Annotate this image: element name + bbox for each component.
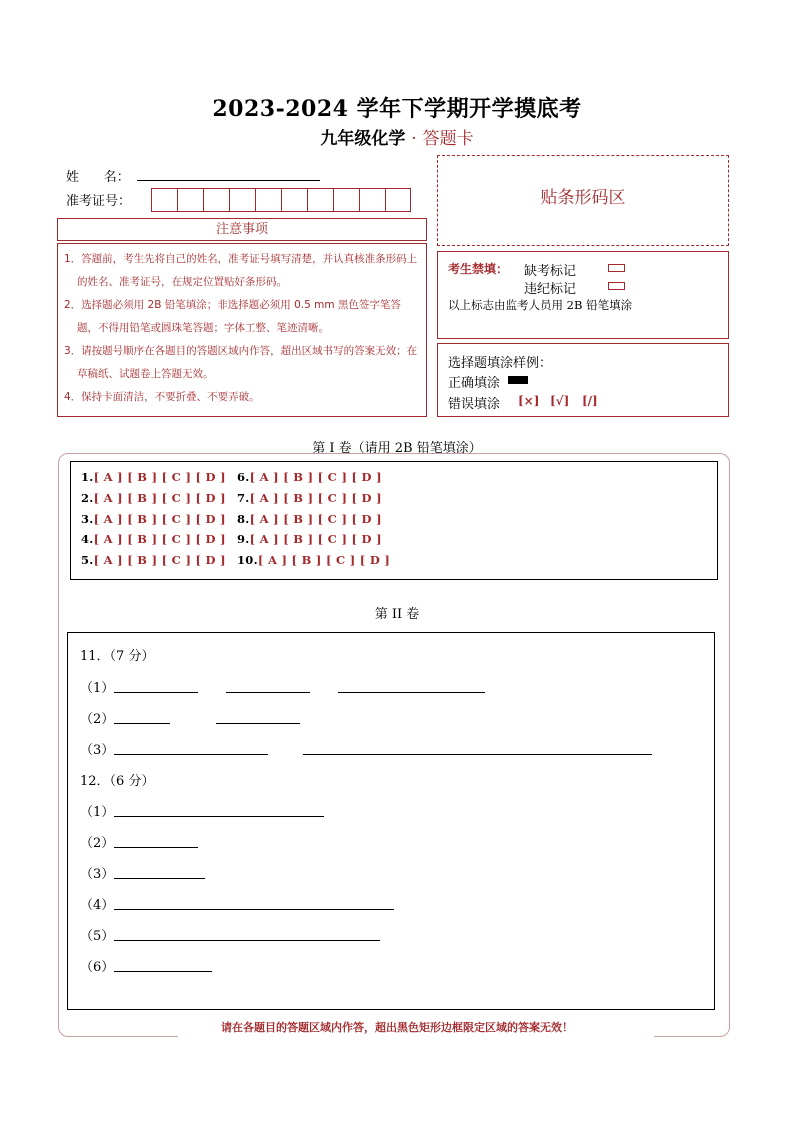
sub-question-label: （3） xyxy=(80,867,115,882)
notice-item: 1．答题前，考生先将自己的姓名，准考证号填写清楚，并认真核准条形码上的姓名、准考证号，在规定位置贴好条形码。 xyxy=(64,253,418,288)
notice-heading: 注意事项 xyxy=(57,218,427,241)
answer-line[interactable] xyxy=(226,692,310,693)
page-title: 2023-2024 学年下学期开学摸底考 xyxy=(212,96,582,122)
barcode-area: 贴条形码区 xyxy=(437,155,729,246)
answer-line[interactable] xyxy=(114,692,198,693)
multiple-choice-box xyxy=(70,461,718,580)
answer-line[interactable] xyxy=(114,909,394,910)
answer-line[interactable] xyxy=(303,754,652,755)
correct-label: 正确填涂 xyxy=(448,376,501,391)
id-digit-box[interactable] xyxy=(385,188,411,212)
forbidden-note: 以上标志由监考人员用 2B 铅笔填涂 xyxy=(448,298,633,312)
id-digit-box[interactable] xyxy=(151,188,177,212)
sub-question-label: （2） xyxy=(80,836,115,851)
sub-question-label: （6） xyxy=(80,960,115,975)
notice-item: 3．请按题号顺序在各题目的答题区域内作答，超出区域书写的答案无效；在草稿纸、试题卷上答题无效。 xyxy=(64,345,418,380)
answer-line[interactable] xyxy=(114,971,212,972)
id-digit-box[interactable] xyxy=(177,188,203,212)
answer-line[interactable] xyxy=(114,754,268,755)
id-number-boxes[interactable] xyxy=(151,188,411,212)
violation-label: 违纪标记 xyxy=(524,282,577,297)
part2-title: 第 II 卷 xyxy=(374,607,420,622)
subtitle-main: 九年级化学 xyxy=(320,129,406,149)
page-subtitle xyxy=(0,124,794,149)
mc-question-8[interactable]: 8.[ A ] [ B ] [ C ] [ D ] xyxy=(237,512,382,526)
answer-line[interactable] xyxy=(114,816,324,817)
id-digit-box[interactable] xyxy=(203,188,229,212)
mc-question-5[interactable]: 5.[ A ] [ B ] [ C ] [ D ] xyxy=(81,553,226,567)
mc-question-7[interactable]: 7.[ A ] [ B ] [ C ] [ D ] xyxy=(237,491,382,505)
wrong-mark: [/] xyxy=(582,394,598,408)
footer-warning: 请在各题目的答题区域内作答，超出黑色矩形边框限定区域的答案无效！ xyxy=(221,1021,573,1034)
mc-question-10[interactable]: 10.[ A ] [ B ] [ C ] [ D ] xyxy=(237,553,391,567)
mc-question-6[interactable]: 6.[ A ] [ B ] [ C ] [ D ] xyxy=(237,470,382,484)
name-label: 姓 名： xyxy=(66,170,130,185)
name-field[interactable] xyxy=(137,180,320,181)
id-digit-box[interactable] xyxy=(281,188,307,212)
sub-question-label: （1） xyxy=(80,681,115,696)
correct-fill-mark xyxy=(508,376,528,384)
sub-question-label: （3） xyxy=(80,743,115,758)
id-digit-box[interactable] xyxy=(333,188,359,212)
id-digit-box[interactable] xyxy=(229,188,255,212)
subtitle-tail: 答题卡 xyxy=(422,129,474,149)
forbidden-box xyxy=(437,251,729,339)
absent-mark-box[interactable] xyxy=(608,264,625,272)
answer-line[interactable] xyxy=(114,878,205,879)
answer-line[interactable] xyxy=(114,723,170,724)
sub-question-label: （2） xyxy=(80,712,115,727)
id-digit-box[interactable] xyxy=(255,188,281,212)
absent-label: 缺考标记 xyxy=(524,264,577,279)
answer-line[interactable] xyxy=(216,723,300,724)
subtitle-dot: · xyxy=(411,129,417,149)
answer-line[interactable] xyxy=(114,940,380,941)
wrong-label: 错误填涂 xyxy=(448,397,501,412)
notice-item: 4．保持卡面清洁，不要折叠、不要弄破。 xyxy=(64,391,260,403)
wrong-mark: [√] xyxy=(550,394,570,408)
forbidden-label: 考生禁填： xyxy=(448,262,509,276)
mc-question-3[interactable]: 3.[ A ] [ B ] [ C ] [ D ] xyxy=(81,512,226,526)
question-12-heading: 12．（6 分） xyxy=(80,774,155,789)
mc-question-2[interactable]: 2.[ A ] [ B ] [ C ] [ D ] xyxy=(81,491,226,505)
sub-question-label: （5） xyxy=(80,929,115,944)
notice-box xyxy=(57,243,427,417)
answer-line[interactable] xyxy=(114,847,198,848)
violation-mark-box[interactable] xyxy=(608,282,625,290)
id-digit-box[interactable] xyxy=(359,188,385,212)
wrong-mark: [×] xyxy=(518,394,540,408)
sub-question-label: （1） xyxy=(80,805,115,820)
question-11-heading: 11．（7 分） xyxy=(80,649,155,664)
mc-question-4[interactable]: 4.[ A ] [ B ] [ C ] [ D ] xyxy=(81,532,226,546)
sample-heading: 选择题填涂样例： xyxy=(448,356,553,371)
mc-question-9[interactable]: 9.[ A ] [ B ] [ C ] [ D ] xyxy=(237,532,382,546)
part1-title: 第 I 卷（请用 2B 铅笔填涂） xyxy=(312,441,482,456)
id-label: 准考证号： xyxy=(66,194,132,209)
notice-item: 2．选择题必须用 2B 铅笔填涂；非选择题必须用 0.5 mm 黑色签字笔答题，不得用铅笔或圆珠笔答题；字体工整、笔迹清晰。 xyxy=(64,299,401,334)
sub-question-label: （4） xyxy=(80,898,115,913)
fill-sample-box xyxy=(437,343,729,417)
answer-box xyxy=(67,632,715,1010)
answer-line[interactable] xyxy=(338,692,485,693)
id-digit-box[interactable] xyxy=(307,188,333,212)
mc-question-1[interactable]: 1.[ A ] [ B ] [ C ] [ D ] xyxy=(81,470,226,484)
